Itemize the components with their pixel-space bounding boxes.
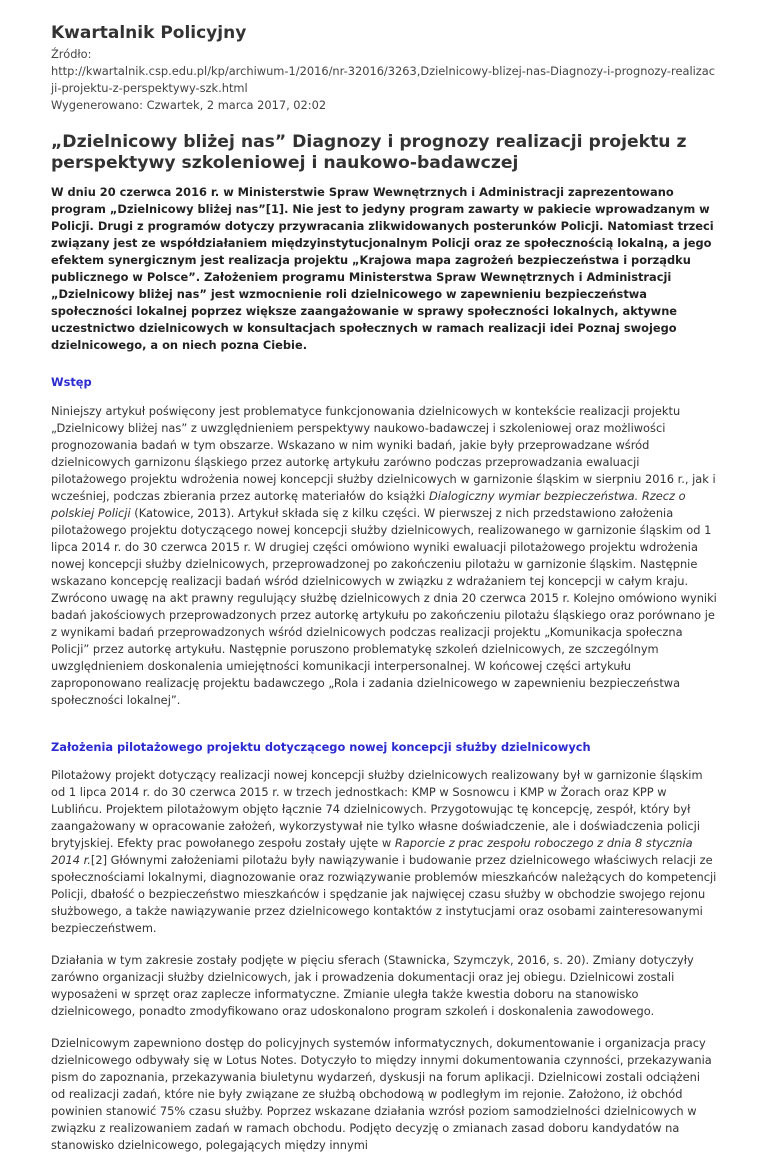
pilot-text-b: [2] Głównymi założeniami pilotażu były nawiązywanie i budowanie przez dzielnicowego właściwych relacji ze społecznościami lokalnymi, diagnozowanie oraz rozwiązywanie problemów mieszkańców należących do kompetencji Policji, dbałość o bezpieczeństwo mieszkańców i spędzanie jak najwięcej czasu służby w obchodzie swojego rejonu służbowego, a także nawiązywanie przez dzielnicowego kontaktów z instytucjami oraz osobami zainteresowanymi bezpieczeństwem. bbox=[51, 853, 717, 935]
article-title: „Dzielnicowy bliżej nas” Diagnozy i prognozy realizacji projektu z perspektywy szkoleniowej i naukowo-badawczej bbox=[51, 132, 687, 173]
source-url: http://kwartalnik.csp.edu.pl/kp/archiwum-1/2016/nr-32016/3263,Dzielnicowy-blizej-nas-Diagnozy-i-prognozy-realizacji-projektu-z-perspektywy-szk.html bbox=[51, 64, 716, 95]
book-title: Dialogiczny wymiar bezpieczeństwa. Rzecz o polskiej Policji bbox=[51, 489, 686, 520]
journal-title: Kwartalnik Policyjny bbox=[51, 23, 247, 43]
pilot-text-a: Pilotażowy projekt dotyczący realizacji nowej koncepcji służby dzielnicowych realizowany był w garnizonie śląskim od 1 lipca 2014 r. do 30 czerwca 2015 r. w trzech jednostkach: KMP w Sosnowcu i KMP w Żorach oraz KPP w Lublińcu. Projektem pilotażowym objęto łącznie 74 dzielnicowych. Przygotowując tę koncepcję, zespół, który był zaangażowany w opracowanie założeń, wykorzystywał nie tylko własne doświadczenie, ale i doświadczenia policji brytyjskiej. Efekty prac powołanego zespołu zostały ujęte w bbox=[51, 768, 703, 850]
pilot-paragraph-1 bbox=[51, 767, 717, 937]
pilot-paragraph-3: Dzielnicowym zapewniono dostęp do policyjnych systemów informatycznych, dokumentowanie i organizacja pracy dzielnicowego odbywały się w Lotus Notes. Dotyczyło to między innymi dokumentowania czynności, przekazywania pism do zapoznania, przekazywania biuletynu wydarzeń, dyskusji na forum aplikacji. Dzielnicowi zostali odciążeni od realizacji zadań, które nie były związane ze służbą obchodową w podległym im rejonie. Założono, iż obchód powinien stanowić 75% czasu służby. Poprzez wskazane działania wzrósł poziom samodzielności dzielnicowych w związku z realizowaniem zadań w ramach obchodu. Podjęto decyzję o zmianach zasad doboru kandydatów na stanowisko dzielnicowego, polegających między innymi bbox=[51, 1036, 712, 1152]
source-block bbox=[51, 46, 717, 114]
report-title: Raporcie z prac zespołu roboczego z dnia 8 stycznia 2014 r. bbox=[51, 836, 693, 867]
section-heading-pilot: Założenia pilotażowego projektu dotyczącego nowej koncepcji służby dzielnicowych bbox=[51, 740, 591, 754]
section-heading-intro: Wstęp bbox=[51, 375, 92, 389]
intro-text-b: (Katowice, 2013). Artykuł składa się z kilku części. W pierwszej z nich przedstawiono założenia pilotażowego projektu dotyczącego nowej koncepcji służby dzielnicowych, realizowanego w garnizonie śląskim od 1 lipca 2014 r. do 30 czerwca 2015 r. W drugiej części omówiono wyniki ewaluacji pilotażowego projektu wdrożenia nowej koncepcji służby dzielnicowych, przeprowadzonej po zakończeniu pilotażu w garnizonie śląskim. Następnie wskazano koncepcję realizacji badań wśród dzielnicowych w związku z wdrażaniem tej koncepcji w całym kraju. Zwrócono uwagę na akt prawny regulujący służbę dzielnicowych z dnia 20 czerwca 2015 r. Kolejno omówiono wyniki badań jakościowych przeprowadzonych przez autorkę artykułu po zakończeniu pilotażu śląskiego oraz porównano je z wynikami badań przeprowadzonych wśród dzielnicowych podczas realizacji projektu „Komunikacja społeczna Policji” przez autorkę artykułu. Następnie poruszono problematykę szkoleń dzielnicowych, ze szczególnym uwzględnieniem doskonalenia umiejętności komunikacji interpersonalnej. W końcowej części artykułu zaproponowano realizację projektu badawczego „Rola i zadania dzielnicowego w zapewnieniu bezpieczeństwa społeczności lokalnej”. bbox=[51, 506, 717, 707]
pilot-paragraph-2: Działania w tym zakresie zostały podjęte w pięciu sferach (Stawnicka, Szymczyk, 2016, s. 20). Zmiany dotyczyły zarówno organizacji służby dzielnicowych, jak i prowadzenia dokumentacji oraz jej obiegu. Dzielnicowi zostali wyposażeni w sprzęt oraz zaplecze informatyczne. Zmianie uległa także kwestia doboru na stanowisko dzielnicowego, ponadto zmodyfikowano oraz udoskonalono program szkoleń i doskonalenia zawodowego. bbox=[51, 953, 694, 1018]
source-label: Źródło: bbox=[51, 47, 92, 61]
intro-paragraph bbox=[51, 403, 717, 709]
article-lead: W dniu 20 czerwca 2016 r. w Ministerstwie Spraw Wewnętrznych i Administracji zaprezentowano program „Dzielnicowy bliżej nas”[1]. Nie jest to jedyny program zawarty w pakiecie wprowadzanym w Policji. Drugi z programów dotyczy przywracania zlikwidowanych posterunków Policji. Natomiast trzeci związany jest ze współdziałaniem międzyinstytucjonalnym Policji oraz ze społecznością lokalną, a jego efektem synergicznym jest realizacja projektu „Krajowa mapa zagrożeń bezpieczeństwa i porządku publicznego w Polsce”. Założeniem programu Ministerstwa Spraw Wewnętrznych i Administracji „Dzielnicowy bliżej nas” jest wzmocnienie roli dzielnicowego w zapewnieniu bezpieczeństwa społeczności lokalnej poprzez większe zaangażowanie w sprawy społeczności lokalnych, aktywne uczestnictwo dzielnicowych w konsultacjach społecznych w ramach realizacji idei Poznaj swojego dzielnicowego, a on niech pozna Ciebie. bbox=[51, 185, 714, 352]
intro-text-a: Niniejszy artykuł poświęcony jest problematyce funkcjonowania dzielnicowych w kontekście realizacji projektu „Dzielnicowy bliżej nas” z uwzględnieniem perspektywy naukowo-badawczej i szkoleniowej oraz możliwości prognozowania badań w tym obszarze. Wskazano w nim wyniki badań, jakie były przeprowadzane wśród dzielnicowych garnizonu śląskiego przez autorkę artykułu zarówno podczas przeprowadzania ewaluacji pilotażowego projektu wdrożenia nowej koncepcji służby dzielnicowych w garnizonie śląskim w sierpniu 2016 r., jak i wcześniej, podczas zbierania przez autorkę materiałów do książki bbox=[51, 404, 716, 503]
generated-date: Wygenerowano: Czwartek, 2 marca 2017, 02:02 bbox=[51, 98, 327, 112]
